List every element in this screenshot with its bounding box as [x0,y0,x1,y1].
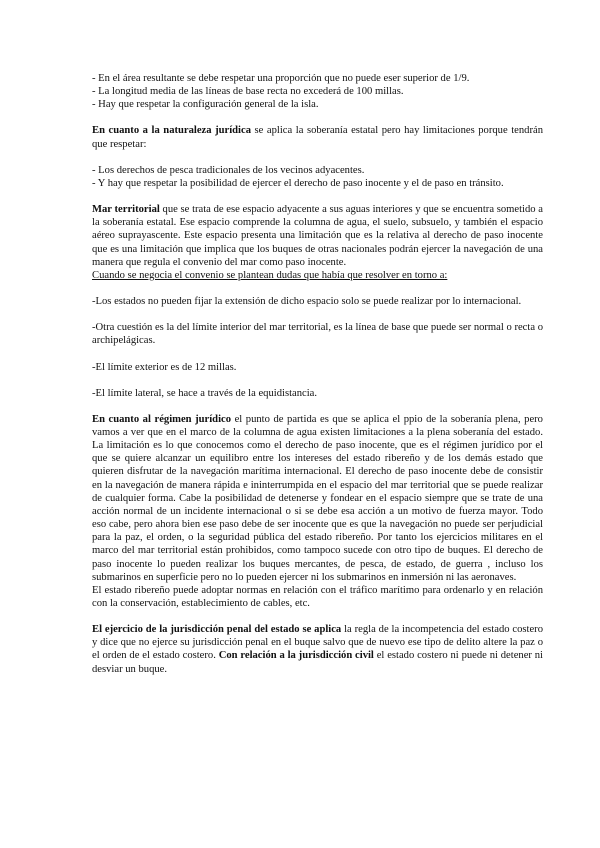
mar-territorial-paragraph [92,203,543,269]
naturaleza-heading: En cuanto a la naturaleza jurídica [92,125,251,137]
regimen-paragraph-2: El estado ribereño puede adoptar normas en relación con el tráfico marítimo para ordenarlo y en relación con la conservación, establecimiento de cables, etc. [92,584,543,609]
mar-item: -Los estados no pueden fijar la extensión de dicho espacio solo se puede realizar por lo internacional. [92,296,522,308]
bullet-item: - En el área resultante se debe respetar una proporción que no puede eser superior de 1/9. [92,73,470,84]
regimen-text: el punto de partida es que se aplica el ppio de la soberanía plena, pero vamos a ver que en el marco de la columna de agua existen limitaciones a la plena soberanía del estado. La limitación es lo que conocemos como el derecho de paso inocente, que es el régimen jurídico por el que se quiere alcanzar un equilibro entre los intereses del estado ribereño y de los demás estado que quieren disfrutar de la navegación marítima internacional. El derecho de paso inocente debe de consistir en la navegación de manera rápida e ininterrumpida en el espacio del mar territorial que se puede realizar de cualquier forma. Cabe la posibilidad de detenerse y fondear en el espacio siempre que se trate de una acción normal de un incidente internacional o si se debe esa acción a un motivo de fuerza mayor. Todo eso cabe, pero ahora bien ese paso debe de ser inocente que es que la navegación no puede ser perjudicial para la paz, el orden, o la seguridad pública del estado ribereño. Por tanto los ejercicios militares en el marco del mar territorial están prohibidos, como tampoco sucede con otro tipo de buques. El derecho de paso inocente lo pueden realizar los buques mercantes, de pesca, de estado, de guerra , incluso los submarinos en superficie pero no lo pueden ejercer ni los submarinos en inmersión ni las aeronaves. [92,413,543,583]
civil-heading: Con relación a la jurisdicción civil [218,650,374,662]
penal-paragraph [92,623,543,676]
naturaleza-bullet: - Los derechos de pesca tradicionales de los vecinos adyacentes. [92,164,365,176]
naturaleza-text: se aplica la soberanía estatal pero hay limitaciones porque tendrán que respetar: [92,125,543,150]
naturaleza-bullet: - Y hay que respetar la posibilidad de ejercer el derecho de paso inocente y el de paso en tránsito. [92,177,504,189]
penal-text: la regla de la incompetencia del estado costero y dice que no ejerce su jurisdicción penal en el buque salvo que de nuevo ese tipo de delito altere la paz o el orden de el estado costero. [92,624,543,662]
bullet-item: - La longitud media de las líneas de base recta no excederá de 100 millas. [92,86,404,98]
penal-heading: El ejercicio de la jurisdicción penal del estado se aplica [92,624,342,636]
regimen-paragraph [92,413,543,584]
bullet-item: - Hay que respetar la configuración general de la isla. [92,99,319,111]
mar-item: -El límite exterior es de 12 millas. [92,361,237,373]
naturaleza-paragraph [92,124,543,150]
mar-territorial-text: que se trata de ese espacio adyacente a sus aguas interiores y que se encuentra sometido a la soberanía estatal. Ese espacio comprende la columna de agua, el suelo, subsuelo, y también el espacio aéreo suprayascente. Este espacio presenta una limitación que es la relativa al derecho de paso inocente que es una limitación que implica que los buques de otras nacionales podrán ejercer la navegación de una manera que regula el convenio del mar como paso inocente. [92,204,543,268]
bullets-top [92,72,543,111]
mar-item: -El límite lateral, se hace a través de la equidistancia. [92,387,318,399]
regimen-heading: En cuanto al régimen jurídico [92,413,232,425]
mar-item: -Otra cuestión es la del límite interior del mar territorial, es la línea de base que puede ser normal o recta o archipelágicas. [92,322,543,347]
civil-text: el estado costero ni puede ni detener ni desviar un buque. [92,650,543,675]
mar-territorial-heading: Mar territorial [92,204,160,216]
document-page [92,72,543,676]
mar-territorial-underline: Cuando se negocia el convenio se plantean dudas que había que resolver en torno a: [92,269,448,281]
